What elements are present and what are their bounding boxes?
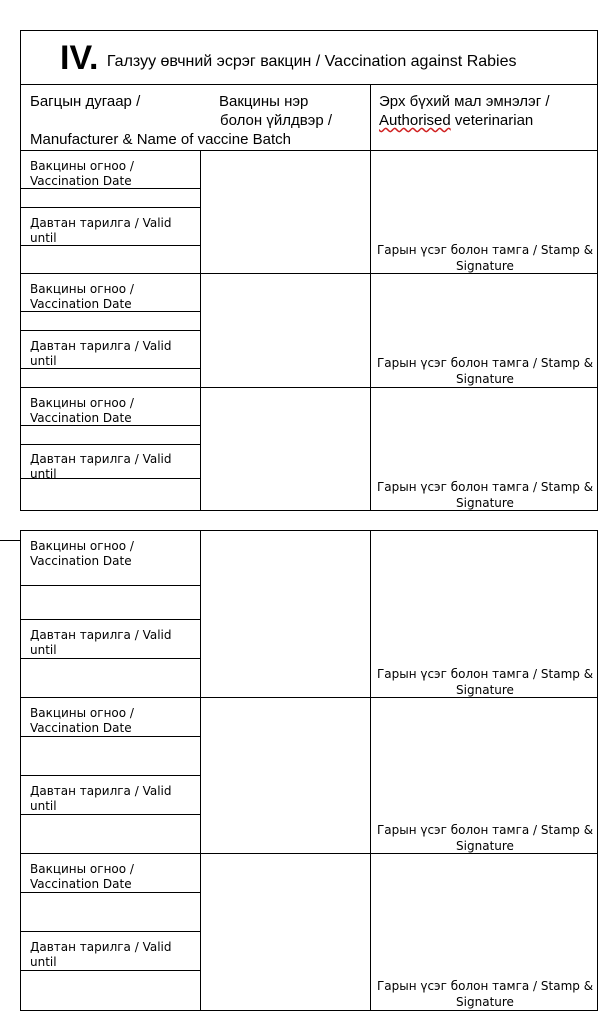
vaccination-date-label: Вакцины огноо / Vaccination Date [30, 539, 134, 568]
vaccination-date-label: Вакцины огноо / Vaccination Date [30, 396, 134, 425]
vaccine-name-label-line2: болон үйлдвэр / [220, 112, 333, 129]
entry-divider [20, 387, 598, 388]
stamp-signature-label: Гарын үсэг болон тамга / Stamp & Signature [376, 979, 594, 1009]
vaccination-date-label: Вакцины огноо / Vaccination Date [30, 282, 134, 311]
vet-label-line1: Эрх бүхий мал эмнэлэг / [379, 93, 550, 110]
entry-divider [20, 697, 598, 698]
valid-until-label: Давтан тарилга / Valid until [30, 216, 172, 245]
stamp-signature-label: Гарын үсэг болон тамга / Stamp & Signature [376, 356, 594, 386]
stamp-signature-label: Гарын үсэг болон тамга / Stamp & Signature [376, 667, 594, 697]
vaccine-name-label-line1: Вакцины нэр [219, 93, 309, 110]
valid-until-label: Давтан тарилга / Valid until [30, 784, 172, 813]
page-margin-mark [0, 540, 20, 541]
section-numeral: IV. [60, 39, 99, 77]
batch-number-label: Багцын дугаар / [30, 93, 141, 110]
stamp-signature-label: Гарын үсэг болон тамга / Stamp & Signature [376, 480, 594, 510]
entry-divider [20, 853, 598, 854]
vet-label-line2 [379, 111, 533, 130]
vet-label-rest: veterinarian [450, 112, 534, 129]
stamp-signature-label: Гарын үсэг болон тамга / Stamp & Signature [376, 243, 594, 273]
valid-until-label: Давтан тарилга / Valid until [30, 940, 172, 969]
vaccination-date-label: Вакцины огноо / Vaccination Date [30, 159, 134, 188]
col-divider-top [200, 150, 201, 511]
section-title [60, 38, 517, 78]
entry-divider [20, 273, 598, 274]
vet-label-word: Authorised [379, 112, 451, 129]
valid-until-label: Давтан тарилга / Valid until [30, 628, 172, 657]
valid-until-label: Давтан тарилга / Valid until [30, 339, 172, 368]
section-title-text: Галзуу өвчний эсрэг вакцин / Vaccination against Rabies [106, 53, 517, 70]
valid-until-label: Давтан тарилга / Valid until [30, 452, 172, 478]
header-divider [20, 150, 598, 151]
title-divider [20, 84, 598, 85]
manufacturer-label: Manufacturer & Name of vaccine Batch [30, 131, 291, 148]
vaccination-table-bottom [20, 530, 598, 1011]
vaccination-date-label: Вакцины огноо / Vaccination Date [30, 706, 134, 735]
header-col-divider [370, 84, 371, 511]
stamp-signature-label: Гарын үсэг болон тамга / Stamp & Signature [376, 823, 594, 853]
vaccination-date-label: Вакцины огноо / Vaccination Date [30, 862, 134, 891]
